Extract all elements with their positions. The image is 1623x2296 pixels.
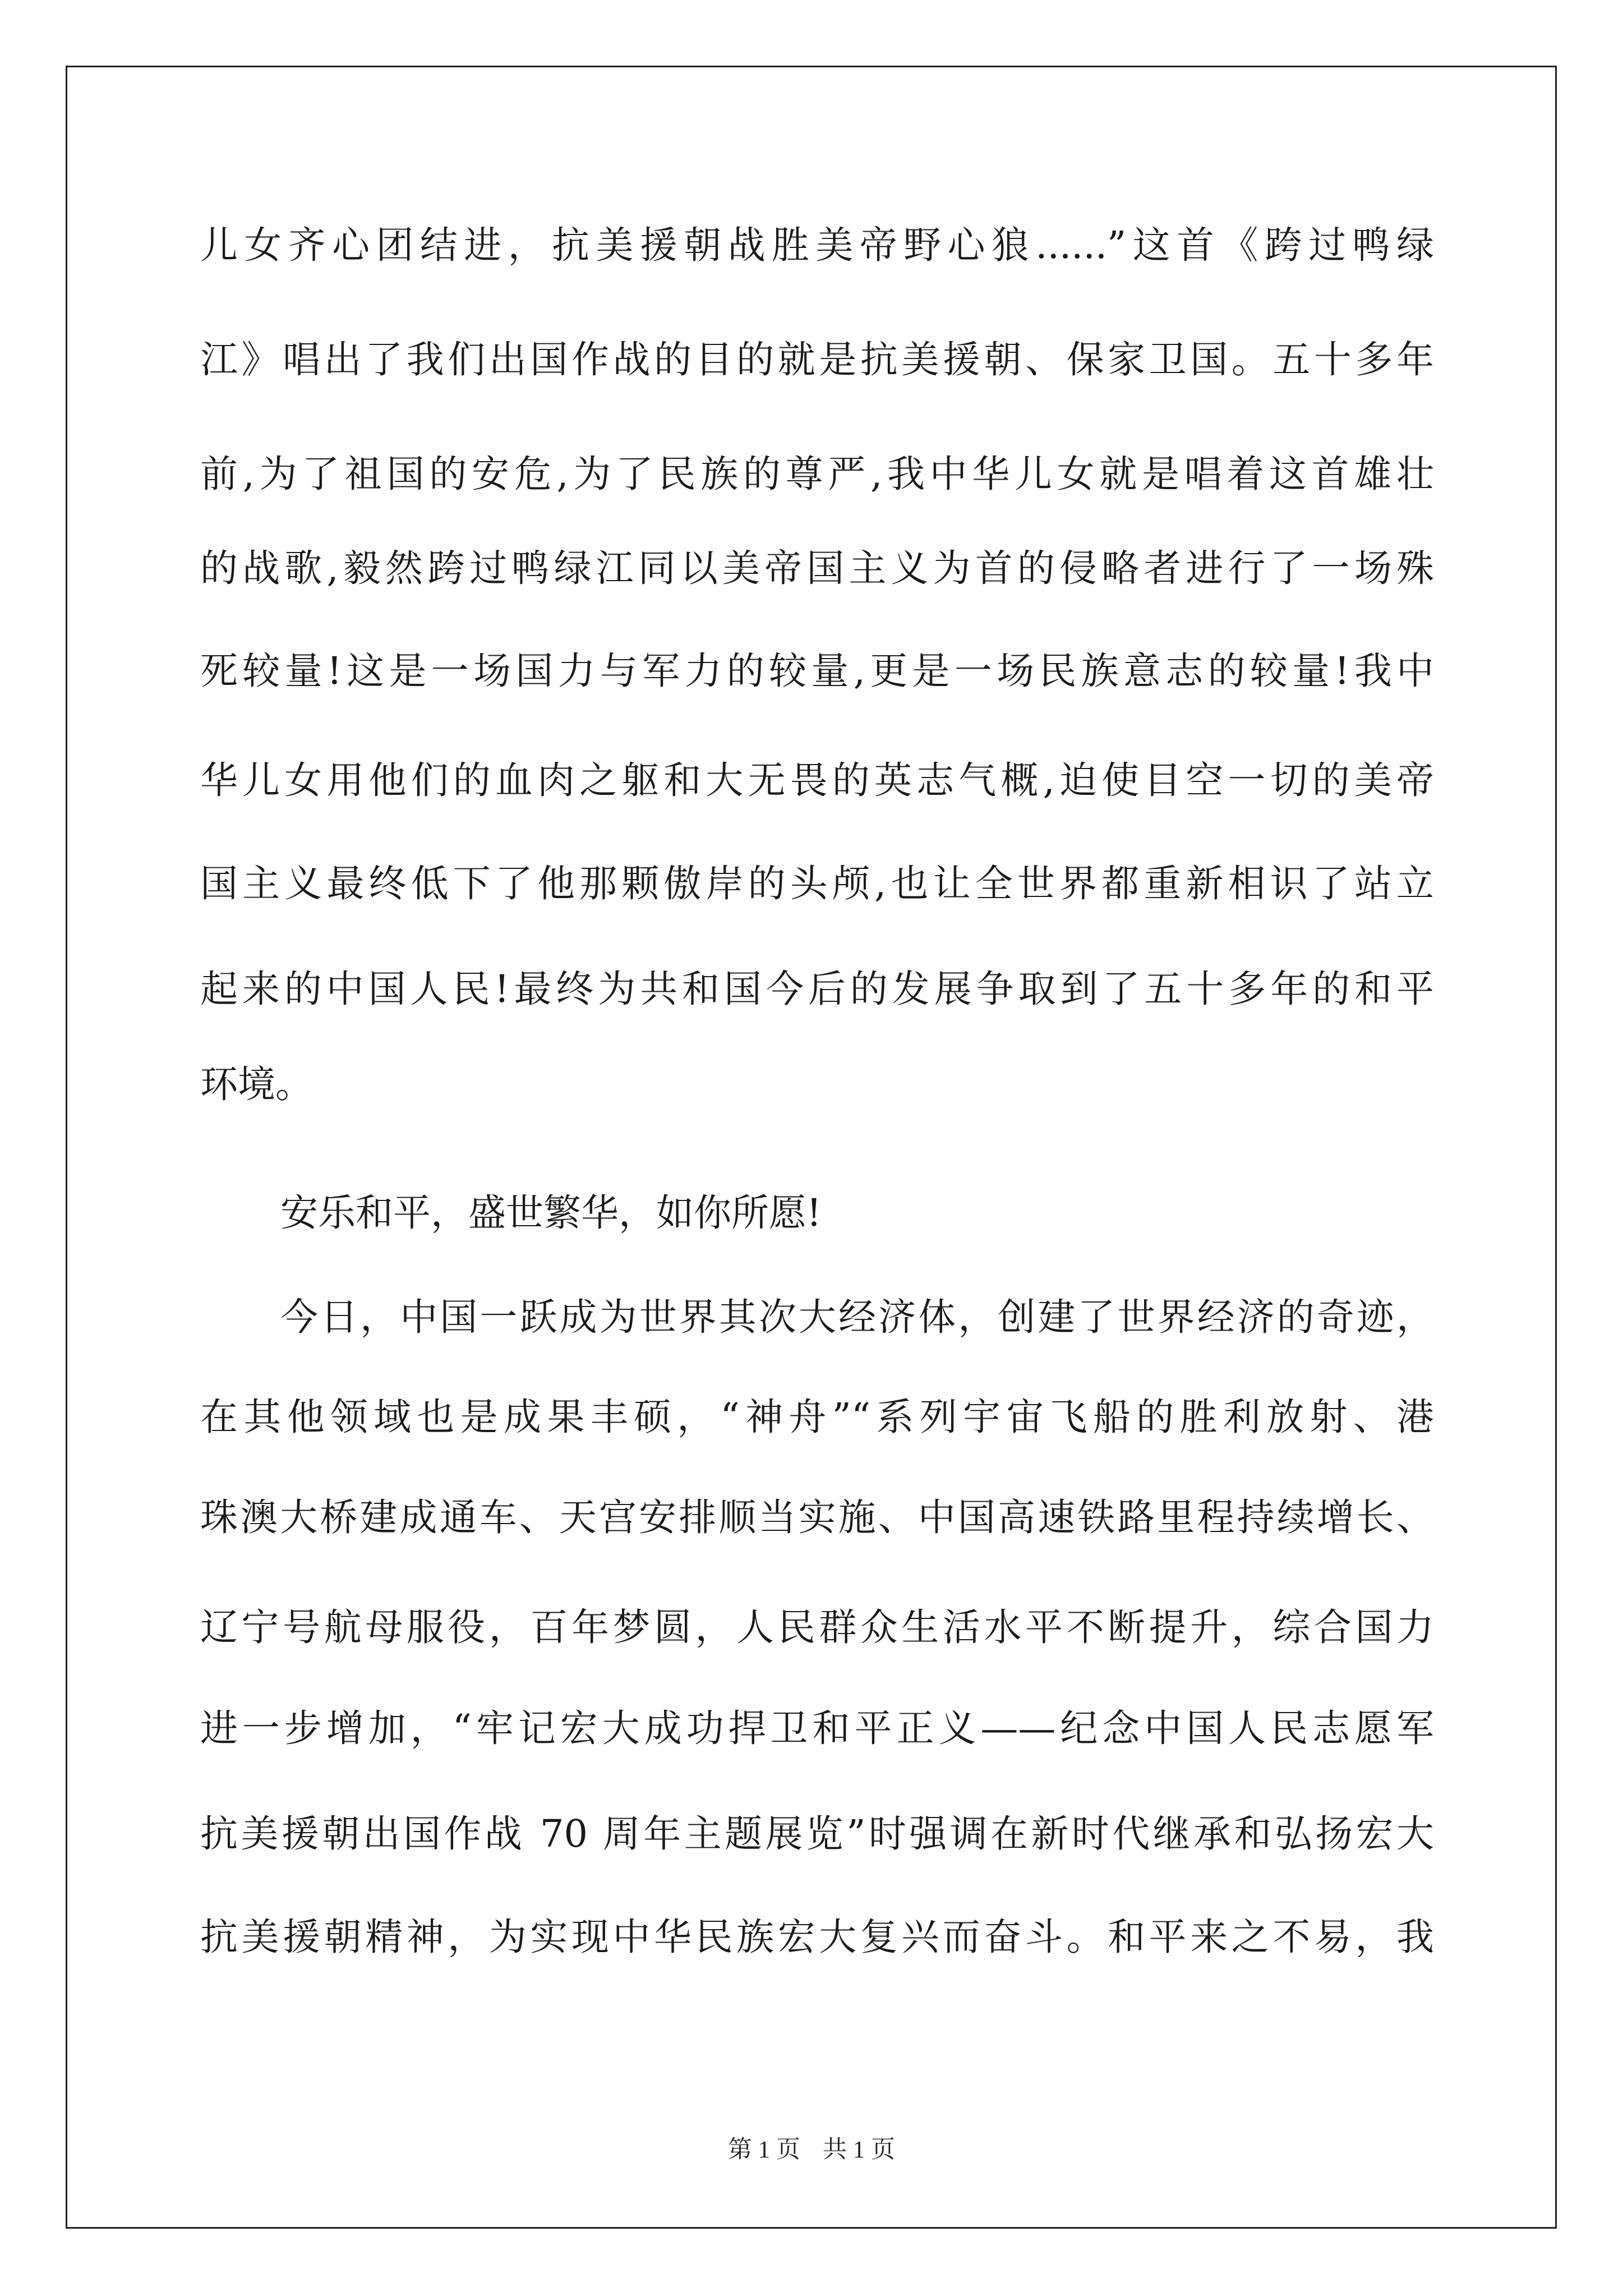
text-line: 的战歌,毅然跨过鸭绿江同以美帝国主义为首的侵略者进行了一场殊 <box>200 546 1434 590</box>
text-line: 在其他领域也是成果丰硕，“神舟”“系列宇宙飞船的胜利放射、港 <box>200 1395 1434 1439</box>
page-total: 共 1 页 <box>823 2137 895 2163</box>
text-line: 抗美援朝精神，为实现中华民族宏大复兴而奋斗。和平来之不易，我 <box>200 1915 1434 1959</box>
page-footer <box>0 2136 1623 2164</box>
text-line: 华儿女用他们的血肉之躯和大无畏的英志气概,迫使目空一切的美帝 <box>200 758 1434 802</box>
text-line: 江》唱出了我们出国作战的目的就是抗美援朝、保家卫国。五十多年 <box>200 338 1434 381</box>
text-line: 安乐和平，盛世繁华，如你所愿! <box>280 1191 822 1235</box>
page-border <box>66 66 1557 2229</box>
text-line: 国主义最终低下了他那颗傲岸的头颅,也让全世界都重新相识了站立 <box>200 862 1434 905</box>
text-line: 珠澳大桥建成通车、天宫安排顺当实施、中国高速铁路里程持续增长、 <box>200 1496 1434 1539</box>
text-line: 环境。 <box>200 1062 313 1106</box>
text-line: 抗美援朝出国作战 70 周年主题展览”时强调在新时代继承和弘扬宏大 <box>200 1812 1434 1856</box>
text-line: 起来的中国人民!最终为共和国今后的发展争取到了五十多年的和平 <box>200 967 1434 1011</box>
text-line: 死较量!这是一场国力与军力的较量,更是一场民族意志的较量!我中 <box>200 649 1434 693</box>
text-line: 儿女齐心团结进，抗美援朝战胜美帝野心狼......”这首《跨过鸭绿 <box>200 223 1434 267</box>
page-number: 第 1 页 <box>728 2137 800 2163</box>
text-line: 前,为了祖国的安危,为了民族的尊严,我中华儿女就是唱着这首雄壮 <box>200 452 1434 496</box>
text-line: 进一步增加，“牢记宏大成功捍卫和平正义——纪念中国人民志愿军 <box>200 1706 1434 1750</box>
text-line: 辽宁号航母服役，百年梦圆，人民群众生活水平不断提升，综合国力 <box>200 1605 1434 1649</box>
text-line: 今日，中国一跃成为世界其次大经济体，创建了世界经济的奇迹， <box>280 1295 1434 1339</box>
